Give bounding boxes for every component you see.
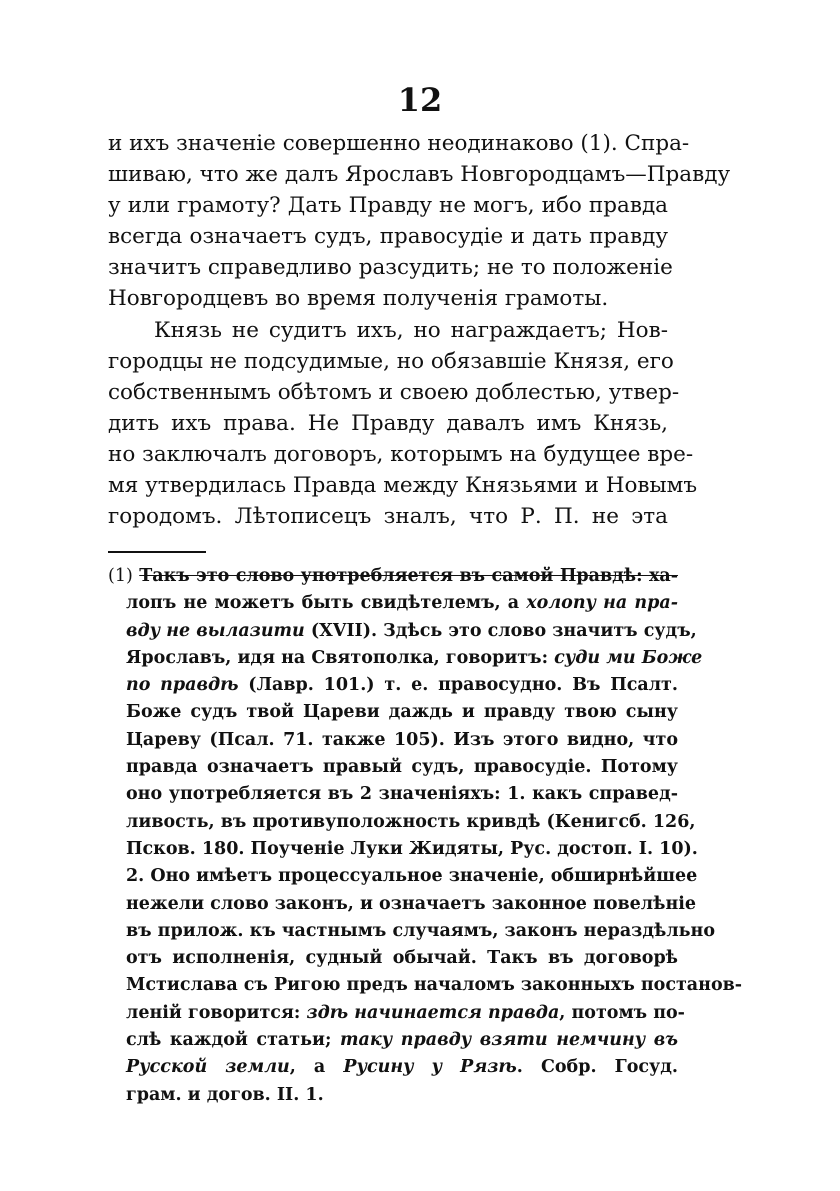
footnote-line: оно употребляется въ 2 значеніяхъ: 1. какъ справед- [126,784,678,805]
footnote-line: Цареву (Псал. 71. также 105). Изъ этого видно, что [126,729,678,750]
footnote-marker: (1) [108,566,133,586]
footnote-line: вду не вылазити (XVII). Здѣсь это слово значитъ судъ, [126,620,697,641]
footnote-line: леній говорится: здѣ начинается правда, потомъ по- [126,1002,685,1023]
footnote-line: 2. Оно имѣетъ процессуальное значеніе, обширнѣйшее [126,866,698,887]
footnote [108,563,743,1109]
main-line: и ихъ значеніе совершенно неодинаково (1). Спра- [108,131,690,156]
page-number: 12 [397,81,443,119]
main-text [108,128,731,532]
footnote-line: правда означаетъ правый судъ, правосудіе. Потому [126,757,678,778]
main-line: Князь не судитъ ихъ, но награждаетъ; Нов- [154,317,668,343]
footnote-divider [108,551,206,553]
footnote-line [108,563,678,590]
main-line: Новгородцевъ во время полученія грамоты. [108,286,609,312]
main-line: городцы не подсудимые, но обязавшіе Князя, его [108,348,674,374]
footnote-line: по правдѣ (Лавр. 101.) т. е. правосудно. Въ Псалт. [126,675,678,696]
footnote-line: грам. и догов. II. 1. [126,1084,324,1105]
footnote-line: ливость, въ противуположность кривдѣ (Кенигсб. 126, [126,811,696,832]
main-line: но заключалъ договоръ, которымъ на будущее вре- [108,441,694,467]
main-line: собственнымъ обѣтомъ и своею доблестью, утвер- [108,379,680,405]
footnote-line: нежели слово законъ, и означаетъ законное повелѣніе [126,893,697,914]
main-line: мя утвердилась Правда между Князьями и Новымъ [108,473,698,499]
main-line: у или грамоту? Дать Правду не могъ, ибо правда [108,193,668,219]
footnote-line: Ярославъ, идя на Святополка, говоритъ: суди ми Боже [126,647,703,668]
main-line: городомъ. Лѣтописецъ зналъ, что Р. П. не эта [108,504,668,530]
footnote-line: Боже судъ твой Цареви даждь и правду твою сыну [126,702,678,723]
main-line: шиваю, что же далъ Ярославъ Новгородцамъ—Правду [108,162,731,188]
footnote-line: Псков. 180. Поученіе Луки Жидяты, Рус. достоп. I. 10). [126,838,698,859]
main-line: дить ихъ права. Не Правду давалъ имъ Князь, [108,410,668,436]
footnote-struck-text: Такъ это слово употребляется въ самой Правдѣ: ха- [139,566,679,586]
footnote-line: въ прилож. къ частнымъ случаямъ, законъ нераздѣльно [126,920,716,941]
main-line: всегда означаетъ судъ, правосудіе и дать правду [108,224,668,250]
footnote-line: слѣ каждой статьи; таку правду взяти немчину въ [126,1030,679,1051]
main-line: значитъ справедливо разсудить; не то положеніе [108,255,673,281]
footnote-line: Мстислава съ Ригою предъ началомъ законныхъ постанов- [126,975,743,996]
footnote-line: отъ исполненія, судный обычай. Такъ въ договорѣ [126,948,678,969]
footnote-line: Русской земли, а Русину у Рязѣ. Собр. Госуд. [126,1057,679,1078]
footnote-line: лопъ не можетъ быть свидѣтелемъ, а холопу на пра- [126,593,678,614]
